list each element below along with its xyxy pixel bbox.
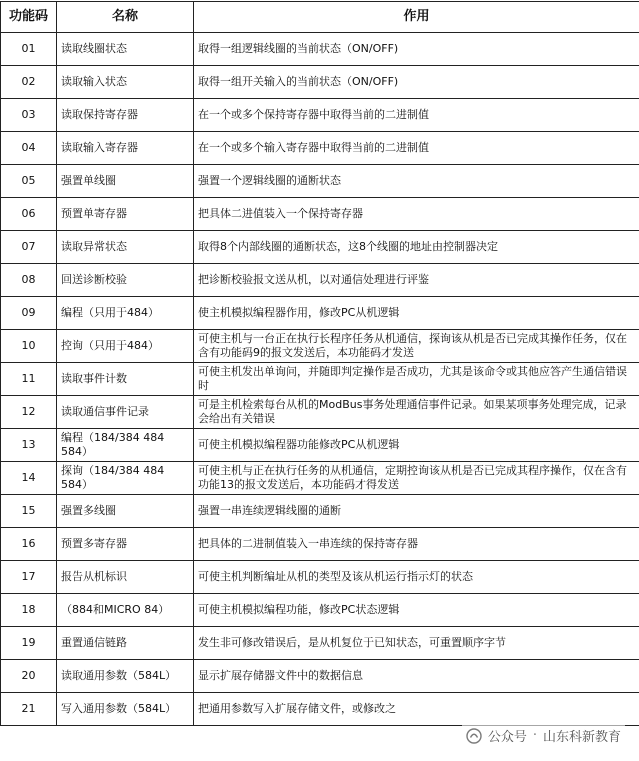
function-code-cell: 15 [1,495,57,528]
table-row [1,297,639,330]
function-code-cell: 09 [1,297,57,330]
function-purpose-cell: 把通用参数写入扩展存储文件，或修改之 [194,693,639,726]
table-row [1,627,639,660]
watermark-prefix: 公众号 [487,730,527,745]
function-purpose-cell: 可使主机模拟编程功能，修改PC状态逻辑 [194,594,639,627]
function-code-cell: 18 [1,594,57,627]
header-function-code: 功能码 [1,2,57,33]
function-code-cell: 10 [1,330,57,363]
table-row [1,231,639,264]
function-code-cell: 06 [1,198,57,231]
function-code-cell: 07 [1,231,57,264]
function-code-cell: 19 [1,627,57,660]
function-purpose-cell: 取得8个内部线圈的通断状态，这8个线圈的地址由控制器决定 [194,231,639,264]
function-code-cell: 03 [1,99,57,132]
function-purpose-cell: 取得一组逻辑线圈的当前状态（ON/OFF) [194,33,639,66]
function-name-cell: 读取输入寄存器 [57,132,194,165]
function-name-cell: 读取线圈状态 [57,33,194,66]
table-row [1,330,639,363]
function-purpose-cell: 可使主机发出单询问，并随即判定操作是否成功，尤其是该命令或其他应答产生通信错误时 [194,363,639,396]
function-name-cell: 写入通用参数（584L） [57,693,194,726]
function-name-cell: 回送诊断校验 [57,264,194,297]
function-name-cell: 强置单线圈 [57,165,194,198]
function-code-cell: 01 [1,33,57,66]
header-purpose: 作用 [194,2,639,33]
function-name-cell: 读取保持寄存器 [57,99,194,132]
function-purpose-cell: 在一个或多个输入寄存器中取得当前的二进制值 [194,132,639,165]
function-name-cell: 强置多线圈 [57,495,194,528]
watermark [462,724,625,747]
table-row [1,396,639,429]
function-purpose-cell: 把具体的二进制值装入一串连续的保持寄存器 [194,528,639,561]
function-name-cell: 预置多寄存器 [57,528,194,561]
function-name-cell: 编程（184/384 484 584） [57,429,194,462]
function-purpose-cell: 可是主机检索每台从机的ModBus事务处理通信事件记录。如果某项事务处理完成，记录会给出有关错误 [194,396,639,429]
function-code-cell: 21 [1,693,57,726]
table-row [1,198,639,231]
watermark-separator: · [532,728,537,743]
function-name-cell: 读取通信事件记录 [57,396,194,429]
function-code-cell: 13 [1,429,57,462]
table-row [1,660,639,693]
function-purpose-cell: 发生非可修改错误后，是从机复位于已知状态，可重置顺序字节 [194,627,639,660]
function-purpose-cell: 可使主机模拟编程器功能修改PC从机逻辑 [194,429,639,462]
table-row [1,561,639,594]
modbus-function-code-table [0,1,639,726]
header-name: 名称 [57,2,194,33]
table-row [1,33,639,66]
function-code-cell: 08 [1,264,57,297]
function-code-cell: 05 [1,165,57,198]
table-row [1,99,639,132]
function-purpose-cell: 取得一组开关输入的当前状态（ON/OFF) [194,66,639,99]
table-row [1,66,639,99]
function-name-cell: 读取事件计数 [57,363,194,396]
function-code-cell: 02 [1,66,57,99]
function-purpose-cell: 可使主机与一台正在执行长程序任务从机通信，探询该从机是否已完成其操作任务，仅在含有功能码9的报文发送后，本功能码才发送 [194,330,639,363]
function-purpose-cell: 使主机模拟编程器作用，修改PC从机逻辑 [194,297,639,330]
function-name-cell: 探询（184/384 484 584） [57,462,194,495]
function-name-cell: 控询（只用于484） [57,330,194,363]
function-name-cell: 报告从机标识 [57,561,194,594]
function-name-cell: （884和MICRO 84） [57,594,194,627]
function-purpose-cell: 把具体二进值装入一个保持寄存器 [194,198,639,231]
table-row [1,165,639,198]
function-purpose-cell: 显示扩展存储器文件中的数据信息 [194,660,639,693]
function-name-cell: 读取通用参数（584L） [57,660,194,693]
function-code-cell: 04 [1,132,57,165]
function-purpose-cell: 把诊断校验报文送从机，以对通信处理进行评鉴 [194,264,639,297]
table-row [1,594,639,627]
function-name-cell: 读取输入状态 [57,66,194,99]
function-name-cell: 读取异常状态 [57,231,194,264]
function-code-cell: 16 [1,528,57,561]
function-name-cell: 重置通信链路 [57,627,194,660]
table-row [1,264,639,297]
table-row [1,363,639,396]
function-name-cell: 预置单寄存器 [57,198,194,231]
function-purpose-cell: 强置一个逻辑线圈的通断状态 [194,165,639,198]
function-code-cell: 14 [1,462,57,495]
table-row [1,495,639,528]
table-row [1,132,639,165]
table-row [1,429,639,462]
function-purpose-cell: 可使主机判断编址从机的类型及该从机运行指示灯的状态 [194,561,639,594]
function-code-cell: 20 [1,660,57,693]
function-purpose-cell: 在一个或多个保持寄存器中取得当前的二进制值 [194,99,639,132]
watermark-account: 山东科新教育 [542,730,621,745]
function-purpose-cell: 可使主机与正在执行任务的从机通信，定期控询该从机是否已完成其程序操作，仅在含有功能13的报文发送后，本功能码才得发送 [194,462,639,495]
wechat-official-account-icon [466,728,482,744]
function-purpose-cell: 强置一串连续逻辑线圈的通断 [194,495,639,528]
function-code-cell: 12 [1,396,57,429]
function-code-cell: 11 [1,363,57,396]
function-name-cell: 编程（只用于484） [57,297,194,330]
table-row [1,693,639,726]
table-header-row [1,2,639,33]
table-row [1,462,639,495]
table-body [1,33,639,726]
function-code-cell: 17 [1,561,57,594]
table-row [1,528,639,561]
